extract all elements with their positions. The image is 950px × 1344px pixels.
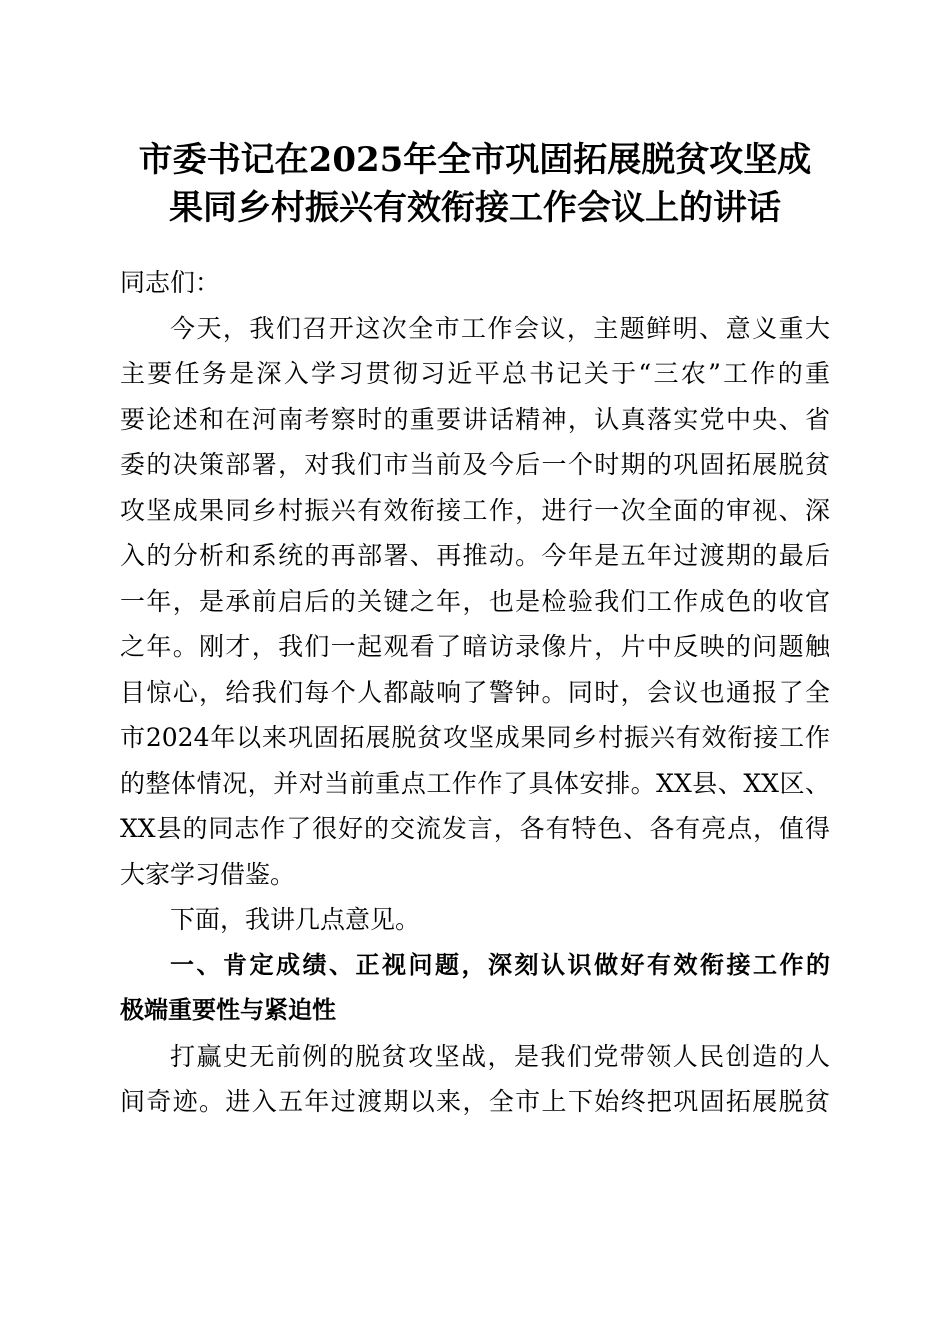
paragraph-line: 之年。刚才，我们一起观看了暗访录像片，片中反映的问题触 — [120, 632, 830, 661]
paragraph-line: XX县的同志作了很好的交流发言，各有特色、各有亮点，值得 — [120, 814, 830, 843]
paragraph-line: 今天，我们召开这次全市工作会议，主题鲜明、意义重大 — [170, 313, 830, 343]
paragraph-line: 大家学习借鉴。 — [120, 859, 296, 889]
paragraph-opening — [120, 306, 830, 898]
paragraph-line: 入的分析和系统的再部署、再推动。今年是五年过渡期的最后 — [120, 541, 830, 570]
paragraph-line: 要论述和在河南考察时的重要讲话精神，认真落实党中央、省 — [120, 404, 830, 434]
paragraph-section-one — [120, 1034, 830, 1125]
paragraph-line: 的整体情况，并对当前重点工作作了具体安排。XX县、XX区、 — [120, 768, 830, 798]
paragraph-line: 主要任务是深入学习贯彻习近平总书记关于“三农”工作的重 — [120, 359, 830, 388]
title-line: 果同乡村振兴有效衔接工作会议上的讲话 — [169, 188, 781, 228]
heading-line: 极端重要性与紧迫性 — [120, 996, 336, 1024]
paragraph-line: 目惊心，给我们每个人都敲响了警钟。同时，会议也通报了全 — [120, 677, 830, 707]
paragraph-line: 打赢史无前例的脱贫攻坚战，是我们党带领人民创造的人 — [170, 1041, 830, 1071]
section-heading — [120, 943, 830, 1034]
paragraph-line: 间奇迹。进入五年过渡期以来，全市上下始终把巩固拓展脱贫 — [120, 1087, 830, 1116]
paragraph-intro: 下面，我讲几点意见。 — [170, 905, 421, 934]
heading-line: 一、肯定成绩、正视问题，深刻认识做好有效衔接工作的 — [170, 950, 830, 979]
paragraph-line: 一年，是承前启后的关键之年，也是检验我们工作成色的收官 — [120, 586, 830, 616]
paragraph-line: 攻坚成果同乡村振兴有效衔接工作，进行一次全面的审视、深 — [120, 495, 830, 525]
paragraph-line: 委的决策部署，对我们市当前及今后一个时期的巩固拓展脱贫 — [120, 450, 830, 479]
paragraph-line: 市2024年以来巩固拓展脱贫攻坚成果同乡村振兴有效衔接工作 — [120, 723, 830, 752]
document-body — [120, 260, 830, 1125]
document-title — [100, 136, 850, 232]
salutation: 同志们： — [120, 268, 221, 297]
title-line: 市委书记在2025年全市巩固拓展脱贫攻坚成 — [138, 140, 812, 180]
